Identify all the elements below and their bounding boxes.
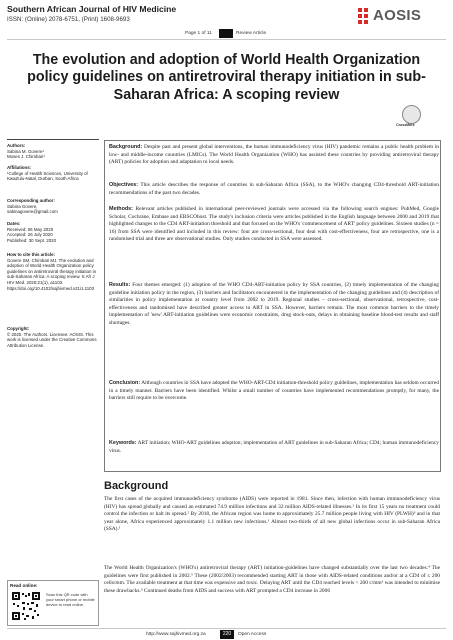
results-label: Results:: [109, 282, 131, 288]
date-published: Published: 30 Sept. 2020: [7, 237, 57, 243]
body-paragraph-1: The first cases of the acquired immunodeficiency syndrome (AIDS) were reported in 1981. Since then, infection with human immunodeficiency virus (HIV) has spread globally and caused an estimated 74.9 million infections and 32 million AIDS-related illnesses.¹ In its first 15 years no treatment could control the infection or halt its spread.² By 2018, the African region was home to approximately 25.7 million people living with HIV (PLWH)³ and in that year alone, Africa experienced approximately 1.1 million new infections.¹ Almost two-thirds of all new global infections occur in sub-Saharan Africa (SSA).¹: [104, 496, 440, 533]
footer-divider: [7, 628, 446, 629]
date-received: Received: 06 May 2020: [7, 226, 54, 232]
abstract-results: [109, 282, 439, 328]
abstract-methods: [109, 206, 439, 244]
corresponding-heading: Corresponding author:: [7, 198, 55, 203]
article-type: Review Article: [236, 31, 267, 36]
conclusion-text: Although countries in SSA have adopted the WHO-ART-CD4 initiation-threshold policy guidelines, implementation has seldom occurred in a timely manner. Barriers have been identified. Whilst a small number of countries have implemented recommendations promptly, for many, the barriers still require to be overcome.: [109, 380, 440, 402]
dates-heading: Dates:: [7, 221, 21, 226]
corresponding-email[interactable]: sabinagovere@gmail.com: [7, 209, 58, 215]
objectives-text: This article describes the response of countries in sub-Saharan Africa (SSA), to the WHO's changing CD4-threshold ART-initiation recommendations of the past two decades.: [109, 182, 439, 196]
crossmark-icon[interactable]: [402, 105, 421, 124]
sidebar-divider: [7, 139, 99, 140]
body-paragraph-2: The World Health Organization's (WHO's) antiretroviral therapy (ART) initiation-guidelines have changed substantially over the last two decades.⁴ The guidelines were first published in 2002.⁵ These (2002/2003) recommended starting ART in those with AIDS-related conditions and/or at a CD4 of ≤ 200 cells/mm. The available treatment at that time was expensive and toxic. Delaying ART until the CD4 reached levels < 200 c/mm³ was intended to minimise these drawbacks.⁵ Continued deaths from AIDS and success with ART prompted a CD4 increase in 2006: [104, 565, 440, 594]
author-2: Moses J. Chimbari¹: [7, 154, 45, 160]
page-marker: [219, 29, 233, 38]
sidebar-authors: [7, 143, 99, 160]
background-text: Despite past and present global interventions, the human immunodeficiency virus (HIV) pandemic remains a public health problem in low- and middle-income countries (LMICs). The World Health Organization (WHO) has assisted these countries by providing antiretroviral therapy (ART) policies for adoption and adaptation to local needs.: [109, 144, 439, 166]
page-info: Page 1 of 11: [185, 31, 212, 36]
copyright-text: © 2020. The Authors. Licensee: AOSIS. This work is licensed under the Creative Commons Attribution License.: [7, 331, 97, 348]
journal-title: Southern African Journal of HIV Medicine: [7, 4, 177, 14]
header-divider: [7, 39, 446, 40]
qr-code-icon[interactable]: [11, 591, 41, 621]
footer-url-link[interactable]: http://www.sajhivmed.org.za: [146, 632, 206, 637]
abstract-keywords: [109, 440, 439, 455]
footer-open-access: Open Access: [238, 632, 267, 637]
keywords-text: ART initiation; WHO-ART guidelines adoption; implementation of ART guidelines in sub-Saharan Africa; CD4; human immunodeficiency virus.: [109, 440, 439, 454]
article-title: The evolution and adoption of World Health Organization policy guidelines on antiretroviral therapy initiation in sub-Saharan Africa: A scoping review: [27, 52, 426, 103]
objectives-label: Objectives:: [109, 182, 139, 188]
affiliations-heading: Affiliations:: [7, 165, 32, 170]
abstract-conclusion: [109, 380, 439, 403]
abstract-background: [109, 144, 439, 167]
sidebar-dates: [7, 221, 99, 243]
cite-heading: How to cite this article:: [7, 252, 56, 257]
results-text: Four themes emerged: (1) adoption of the WHO CD4-ART-initiation policy by SSA countries, (2) timely implementation of the changing guideline initiation policy in the region, (3) barriers and facilitators encountered in the implementation of the changing guidelines and (4) description of similarities in policy implementation at country level from 2002 to 2019. Regional studies – cross-sectional, observational, retrospective, cost-effectiveness and randomised have described greater access to ART in SSA. However, barriers remain. The most common barriers to the timely implementation of 'new' ART-initiation guidelines were economic constraints, drug stock-outs, delays in obtaining baseline blood-test results and staff shortages.: [109, 282, 439, 326]
abstract-objectives: [109, 182, 439, 197]
keywords-label: Keywords:: [109, 440, 137, 446]
footer-page-number: 220: [220, 630, 234, 639]
authors-heading: Authors:: [7, 143, 26, 148]
author-1: Sabina M. Govere¹: [7, 148, 44, 154]
conclusion-label: Conclusion:: [109, 380, 141, 386]
sidebar-corresponding: [7, 198, 99, 215]
corresponding-name: Sabina Govere,: [7, 203, 38, 209]
copyright-heading: Copyright:: [7, 326, 30, 331]
sidebar-copyright: [7, 326, 99, 348]
qr-instructions: Scan this QR code with your smart phone or mobile device to read online.: [46, 592, 95, 607]
methods-label: Methods:: [109, 206, 133, 212]
background-label: Background:: [109, 144, 143, 150]
crossmark-label: CrossMark: [396, 123, 415, 127]
methods-text: Relevant articles published in international peer-reviewed journals were accessed via the following search engines: PubMed, Google Scholar, Cochrane, Embase and EBSCOhost. The study's inclusion criteria were articles published in the English language between 2000 and 2019 that highlighted changes to the CD4 ART-initiation threshold and that focused on the WHO's 'commencement of ART' policy guidelines. Sixteen studies (n = 16) from SSA were identified and included in this review: four are cross-sectional, four deal with cost-effectiveness, four are retrospective, one is a randomised trial and three are observational studies. Only studies conducted in SSA were assessed.: [109, 206, 439, 243]
publisher-logo-text: AOSIS: [373, 7, 422, 24]
affiliations-text: ¹College of Health Sciences, University of KwaZulu-Natal, Durban, South Africa: [7, 170, 88, 182]
cite-text[interactable]: Govere SM, Chimbari MJ. The evolution and adoption of World Health Organization policy guidelines on antiretroviral therapy initiation in sub-Saharan Africa: A scoping review. S Afr J HIV Med. 2020;21(1), a1103. https://doi.org/10.4102/sajhivmed.v21i1.1103: [7, 257, 97, 291]
issn: ISSN: (Online) 2078-6751, (Print) 1608-9693: [7, 16, 130, 23]
sidebar-affiliations: [7, 165, 99, 182]
read-online-label: Read online:: [10, 583, 38, 588]
date-accepted: Accepted: 26 July 2020: [7, 232, 53, 238]
sidebar-citation: [7, 252, 99, 291]
section-heading-background: Background: [104, 480, 169, 492]
